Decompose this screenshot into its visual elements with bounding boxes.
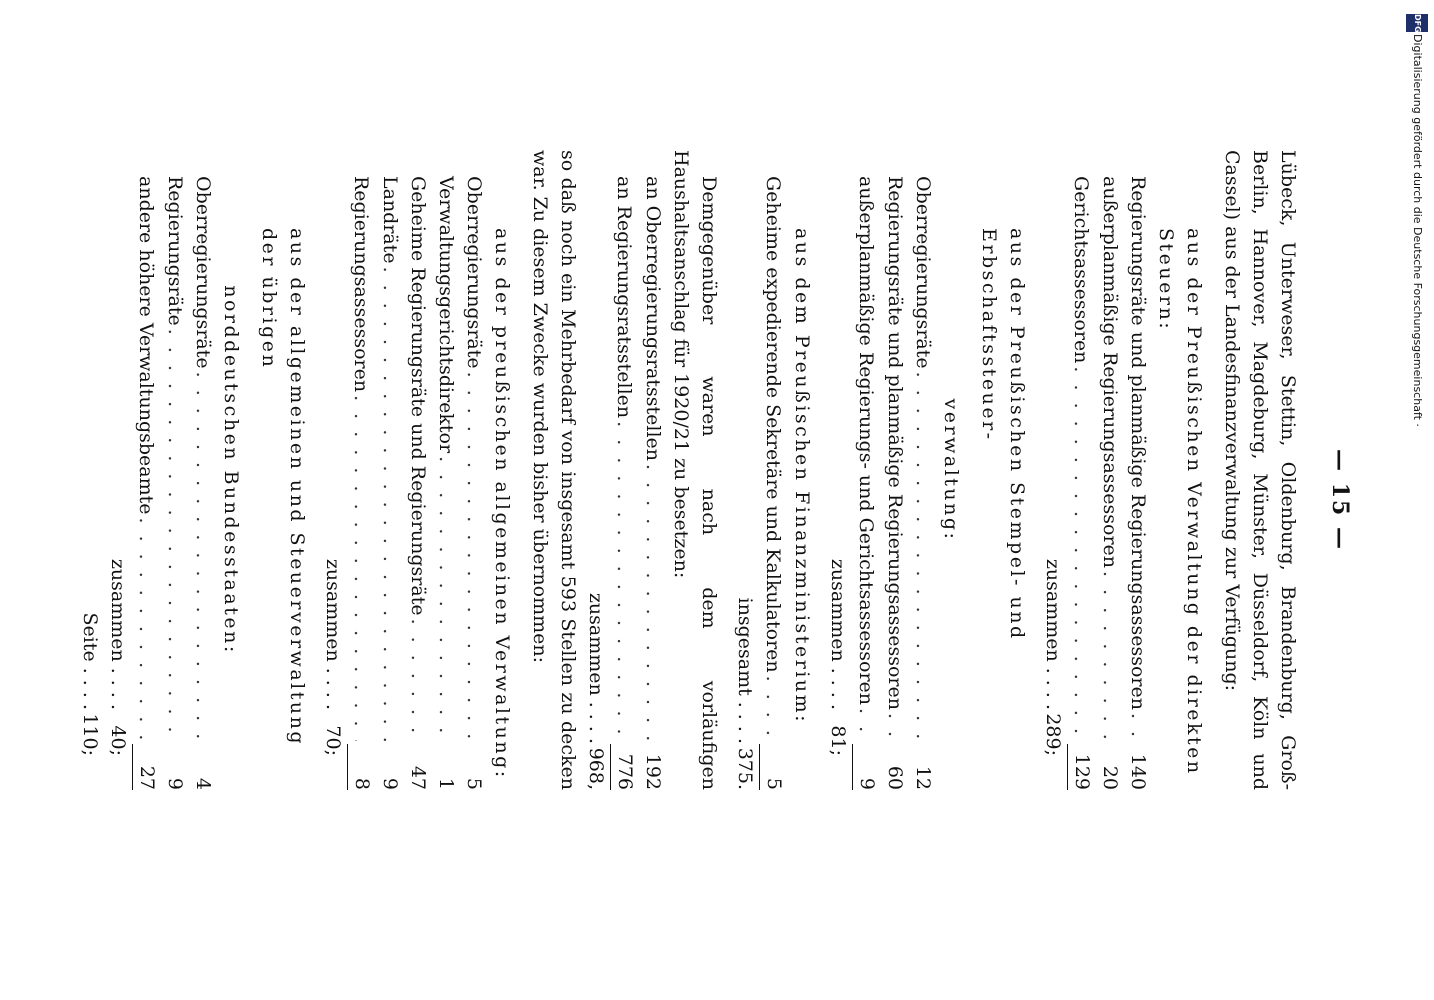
paragraph-deficit: so daß noch ein Mehrbedarf von insgesamt 593 Stellen zu decken war. Zu diesem Zwecke wurden bisher übernommen: <box>529 150 579 790</box>
table-row <box>1096 150 1124 790</box>
document-page <box>0 150 1434 850</box>
intro-paragraph: Lübeck, Unterweser, Stettin, Oldenburg, Brandenburg, Groß-Berlin, Hannover, Magdeburg, Münster, Düsseldorf, Köln und Cassel) aus der Landesfinanzverwaltung zur Verfügung: <box>1221 150 1299 790</box>
section3-heading: aus dem Preußischen Finanzministerium: <box>791 228 813 725</box>
subtotal-value: 81; <box>827 725 849 756</box>
row-value: 9 <box>379 777 401 790</box>
table-row <box>132 150 161 790</box>
row-value: 776 <box>610 744 639 790</box>
row-label: Oberregierungsräte <box>192 176 214 369</box>
table-row <box>161 150 189 790</box>
subtotal-label: zusammen <box>322 558 344 662</box>
row-value: 192 <box>642 753 664 790</box>
row-value: 129 <box>1067 744 1096 790</box>
row-label: Oberregierungsräte <box>912 176 934 369</box>
page-total-value: 110; <box>79 713 101 756</box>
table-row <box>909 150 937 790</box>
table-row <box>639 150 667 790</box>
row-label: außerplanmäßige Regierungsassessoren <box>1099 176 1121 569</box>
row-label: Oberregierungsräte <box>463 176 485 369</box>
row-value: 27 <box>132 744 161 790</box>
total-label: insgesamt <box>734 597 756 696</box>
row-label: außerplanmäßige Regierungs- und Gerichtsassessoren <box>855 176 877 706</box>
table-row <box>189 150 217 790</box>
section5-heading: aus der preußischen allgemeinen Verwaltung: <box>491 228 513 780</box>
row-value: 9 <box>164 777 186 790</box>
row-value: 9 <box>852 744 881 790</box>
subtotal-label: zusammen <box>585 592 607 696</box>
row-label: Geheime Regierungsräte und Regierungsräte <box>407 176 429 616</box>
row-label: an Regierungsratsstellen <box>613 176 635 419</box>
table-row <box>376 150 404 790</box>
row-value: 1 <box>435 777 457 790</box>
row-label: Landräte <box>379 176 401 264</box>
row-label: Geheime expedierende Sekretäre und Kalkulatoren <box>762 176 784 673</box>
row-label: Regierungsräte <box>164 176 186 326</box>
page-total-label: Seite <box>79 612 101 662</box>
row-label: Regierungsräte und planmäßige Regierungsassessoren <box>884 176 906 710</box>
table-row <box>759 150 788 790</box>
row-value: 20 <box>1099 765 1121 790</box>
table-row <box>460 150 488 790</box>
total-row: insgesamt . . . . 375. <box>731 150 759 790</box>
section2-heading-cont: verwaltung: <box>940 398 962 542</box>
dfg-logo: DFG <box>1406 14 1428 32</box>
table-row <box>610 150 639 790</box>
page-body <box>76 150 1302 790</box>
section6-heading-cont: norddeutschen Bundesstaaten: <box>220 285 242 655</box>
row-value: 5 <box>759 744 788 790</box>
row-label: Regierungsassessoren <box>350 176 372 393</box>
row-value: 4 <box>192 777 214 790</box>
row-label: Verwaltungsgerichtsdirektor <box>435 176 457 454</box>
subtotal-row: zusammen . . . . 968, <box>582 150 610 790</box>
table-row <box>432 150 460 790</box>
paragraph-requirement: Demgegenüber waren nach dem vorläufigen Haushaltsanschlag für 1920/21 zu besetzen: <box>670 150 720 790</box>
row-value: 140 <box>1127 753 1149 790</box>
total-value: 375. <box>734 747 756 790</box>
section2-heading: aus der Preußischen Stempel- und Erbschaftssteuer- <box>978 228 1028 641</box>
page-total-row: Seite . . . . 110; <box>76 150 104 756</box>
row-label: Gerichtsassessoren <box>1070 176 1092 364</box>
table-row <box>347 150 376 790</box>
row-label: Regierungsräte und planmäßige Regierungsassessoren <box>1127 176 1149 710</box>
row-value: 5 <box>463 777 485 790</box>
page-number: — 15 — <box>1327 449 1353 551</box>
subtotal-label: zusammen <box>827 558 849 662</box>
subtotal-label: zusammen <box>107 558 129 662</box>
section1-heading: aus der Preußischen Verwaltung der direkten Steuern: <box>1155 228 1205 776</box>
digitization-credit: Digitalisierung gefördert durch die Deutsche Forschungsgemeinschaft · <box>1411 34 1424 427</box>
subtotal-row: zusammen . . . . 289; <box>1039 150 1067 756</box>
table-row <box>852 150 881 790</box>
subtotal-value: 40; <box>107 725 129 756</box>
row-value: 47 <box>407 765 429 790</box>
table-row <box>404 150 432 790</box>
row-value: 60 <box>884 765 906 790</box>
subtotal-value: 289; <box>1042 713 1064 756</box>
table-row <box>881 150 909 790</box>
row-value: 8 <box>347 744 376 790</box>
subtotal-row: zusammen . . . . 40; <box>104 150 132 756</box>
row-label: andere höhere Verwaltungsbeamte <box>135 176 157 515</box>
table-row <box>1067 150 1096 790</box>
subtotal-row: zusammen . . . . 70; <box>319 150 347 756</box>
subtotal-value: 968, <box>585 747 607 790</box>
subtotal-row: zusammen . . . . 81; <box>824 150 852 756</box>
table-row <box>1124 150 1152 790</box>
row-value: 12 <box>912 765 934 790</box>
subtotal-value: 70; <box>322 725 344 756</box>
row-label: an Oberregierungsratsstellen <box>642 176 664 462</box>
section6-heading: aus der allgemeinen und Steuerverwaltung der übrigen <box>258 228 308 746</box>
subtotal-label: zusammen <box>1042 558 1064 662</box>
